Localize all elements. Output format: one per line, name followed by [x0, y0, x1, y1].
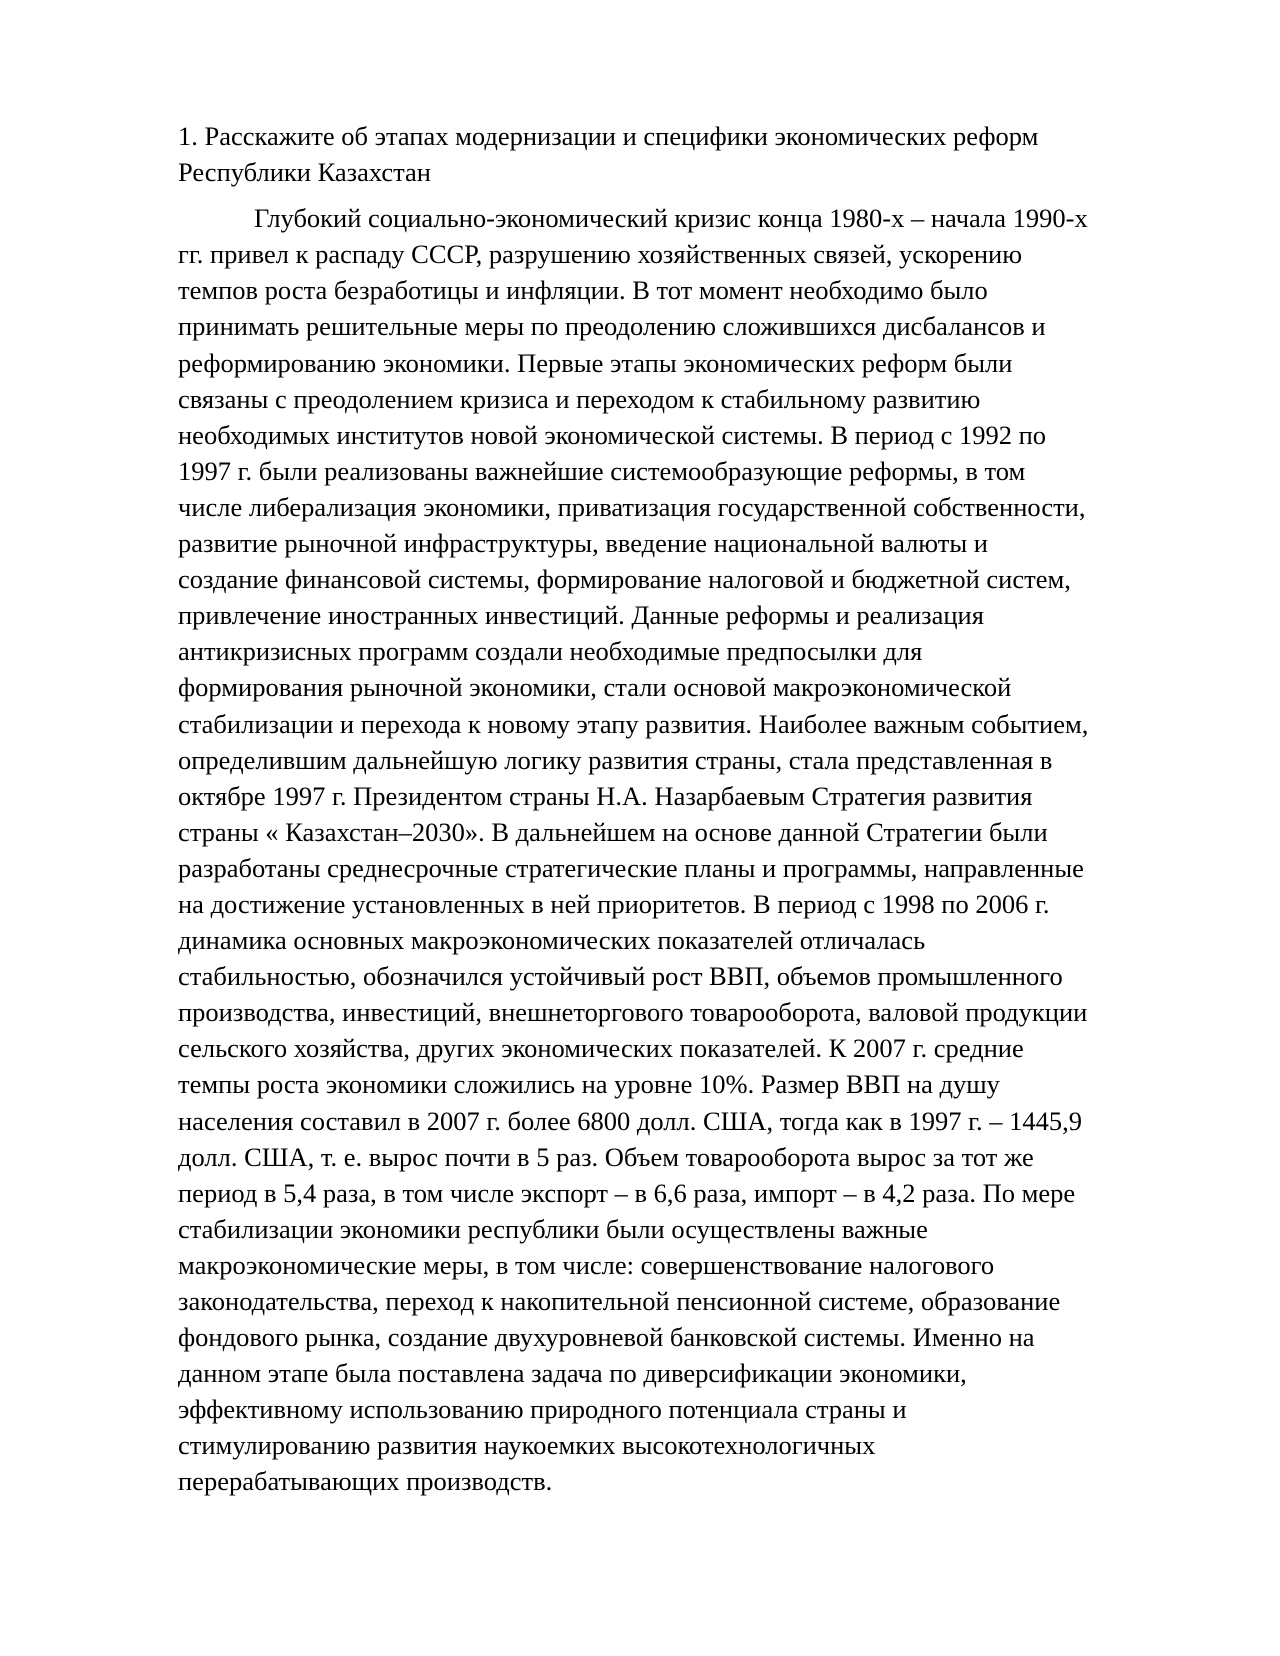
paragraph-line: развитие рыночной инфраструктуры, введение национальной валюты и [178, 528, 988, 559]
paragraph-line: разработаны среднесрочные стратегические планы и программы, направленные [178, 852, 1084, 883]
paragraph-line: 1997 г. были реализованы важнейшие системообразующие реформы, в том [178, 455, 1026, 486]
paragraph-line: сельского хозяйства, других экономических показателей. К 2007 г. средние [178, 1033, 1024, 1064]
paragraph-line: антикризисных программ создали необходимые предпосылки для [178, 636, 923, 667]
paragraph-line: производства, инвестиций, внешнеторгового товарооборота, валовой продукции [178, 997, 1088, 1028]
paragraph-line: долл. США, т. е. вырос почти в 5 раз. Объем товарооборота вырос за тот же [178, 1141, 1034, 1172]
answer-paragraph [178, 200, 1188, 1499]
paragraph-line: период в 5,4 раза, в том числе экспорт – в 6,6 раза, импорт – в 4,2 раза. По мере [178, 1177, 1076, 1208]
document-content [178, 118, 1188, 1500]
paragraph-line: создание финансовой системы, формирование налоговой и бюджетной систем, [178, 564, 1071, 595]
paragraph-line: стабилизации и перехода к новому этапу развития. Наиболее важным событием, [178, 708, 1089, 739]
heading-line: 1. Расскажите об этапах модернизации и специфики экономических реформ [178, 121, 1039, 151]
paragraph-line: необходимых институтов новой экономической системы. В период с 1992 по [178, 419, 1047, 450]
paragraph-line: определившим дальнейшую логику развития страны, стала представленная в [178, 744, 1053, 775]
paragraph-line: Глубокий социально-экономический кризис конца 1980-х – начала 1990-х [254, 203, 1088, 234]
paragraph-line: макроэкономические меры, в том числе: совершенствование налогового [178, 1249, 995, 1280]
paragraph-line: динамика основных макроэкономических показателей отличалась [178, 925, 926, 956]
paragraph-line: реформированию экономики. Первые этапы экономических реформ были [178, 347, 1013, 378]
paragraph-line: на достижение установленных в ней приоритетов. В период с 1998 по 2006 г. [178, 888, 1050, 919]
paragraph-line: стабильностью, обозначился устойчивый рост ВВП, объемов промышленного [178, 961, 1063, 992]
paragraph-line: фондового рынка, создание двухуровневой банковской системы. Именно на [178, 1322, 1035, 1353]
paragraph-line: темпы роста экономики сложились на уровне 10%. Размер ВВП на душу [178, 1069, 1000, 1100]
paragraph-line: перерабатывающих производств. [178, 1466, 553, 1497]
question-heading [178, 118, 1188, 190]
paragraph-line: принимать решительные меры по преодолению сложившихся дисбалансов и [178, 311, 1046, 342]
paragraph-line: привлечение иностранных инвестиций. Данные реформы и реализация [178, 600, 984, 631]
paragraph-line: стимулированию развития наукоемких высокотехнологичных [178, 1430, 876, 1461]
paragraph-line: темпов роста безработицы и инфляции. В тот момент необходимо было [178, 275, 988, 306]
paragraph-line: числе либерализация экономики, приватизация государственной собственности, [178, 491, 1086, 522]
paragraph-line: страны « Казахстан–2030». В дальнейшем на основе данной Стратегии были [178, 816, 1048, 847]
heading-line: Республики Казахстан [178, 157, 431, 188]
paragraph-line: эффективному использованию природного потенциала страны и [178, 1394, 907, 1425]
paragraph-line: стабилизации экономики республики были осуществлены важные [178, 1213, 928, 1244]
paragraph-line: гг. привел к распаду СССР, разрушению хозяйственных связей, ускорению [178, 239, 1023, 270]
paragraph-line: законодательства, переход к накопительной пенсионной системе, образование [178, 1286, 1061, 1316]
paragraph-line: данном этапе была поставлена задача по диверсификации экономики, [178, 1358, 967, 1389]
paragraph-line: связаны с преодолением кризиса и переходом к стабильному развитию [178, 383, 981, 414]
paragraph-line: октябре 1997 г. Президентом страны Н.А. Назарбаевым Стратегия развития [178, 780, 1033, 811]
paragraph-line: населения составил в 2007 г. более 6800 долл. США, тогда как в 1997 г. – 1445,9 [178, 1105, 1083, 1136]
paragraph-line: формирования рыночной экономики, стали основой макроэкономической [178, 672, 1012, 703]
